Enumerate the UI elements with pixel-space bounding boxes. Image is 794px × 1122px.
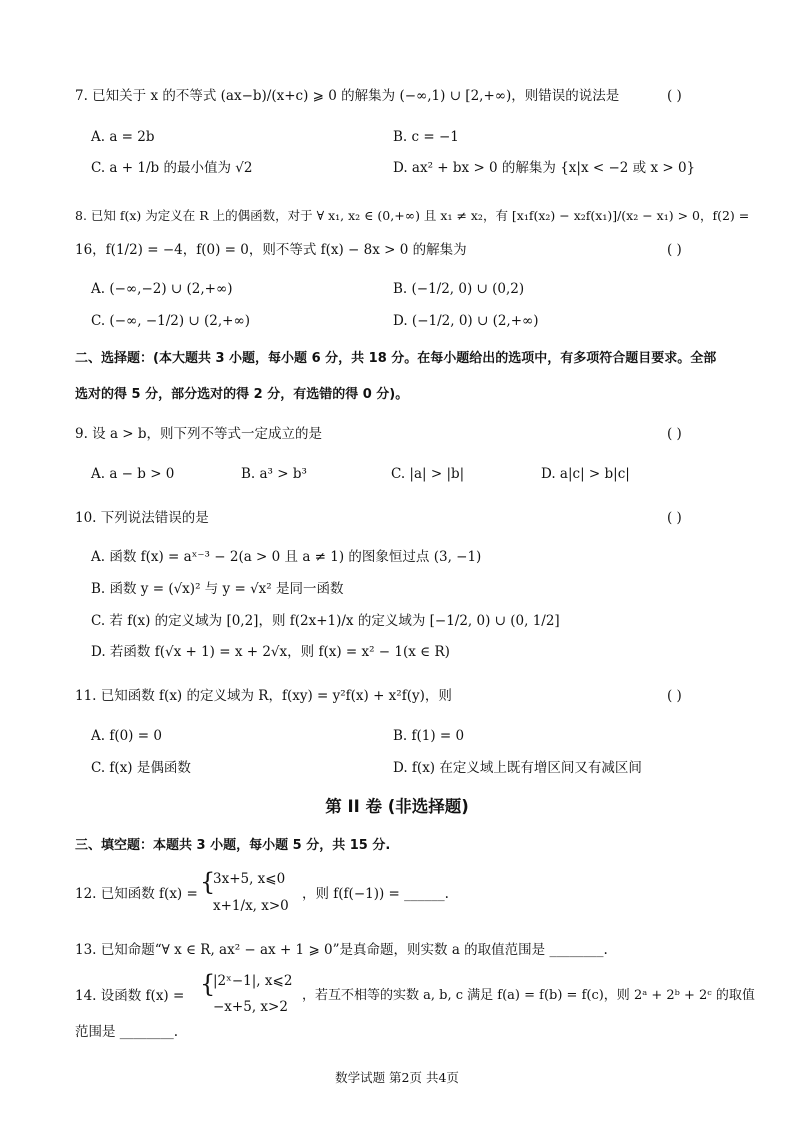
- question-11-stem: 11. 已知函数 f(x) 的定义域为 R，f(xy) = y²f(x) + x²f(y)，则: [75, 688, 452, 704]
- question-7-option-d: D. ax² + bx > 0 的解集为 {x|x < −2 或 x > 0}: [393, 160, 696, 176]
- question-9-stem: 9. 设 a > b，则下列不等式一定成立的是: [75, 426, 323, 442]
- question-14-stem-line2: 范围是 ________.: [75, 1024, 179, 1040]
- question-10-option-b: B. 函数 y = (√x)² 与 y = √x² 是同一函数: [91, 581, 344, 597]
- question-7-option-c: C. a + 1/b 的最小值为 √2: [91, 160, 253, 176]
- question-9-option-c: C. |a| > |b|: [391, 466, 465, 482]
- question-11-option-c: C. f(x) 是偶函数: [91, 760, 191, 776]
- question-8-option-c: C. (−∞, −1/2) ∪ (2,+∞): [91, 313, 251, 329]
- question-11-option-b: B. f(1) = 0: [393, 728, 465, 744]
- question-10-option-c: C. 若 f(x) 的定义域为 [0,2]，则 f(2x+1)/x 的定义域为 [−1/2, 0) ∪ (0, 1/2]: [91, 613, 560, 629]
- question-14-stem: 14. 设函数 f(x) =: [75, 988, 185, 1004]
- question-9-option-b: B. a³ > b³: [241, 466, 307, 482]
- question-9-answer-blank: ( ): [667, 426, 682, 442]
- question-9-option-d: D. a|c| > b|c|: [541, 466, 630, 482]
- question-7-stem: 7. 已知关于 x 的不等式 (ax−b)/(x+c) ⩾ 0 的解集为 (−∞,1) ∪ [2,+∞)，则错误的说法是: [75, 88, 620, 104]
- question-11-option-a: A. f(0) = 0: [91, 728, 162, 744]
- question-11-answer-blank: ( ): [667, 688, 682, 704]
- question-8-option-d: D. (−1/2, 0) ∪ (2,+∞): [393, 313, 539, 329]
- question-10-stem: 10. 下列说法错误的是: [75, 510, 209, 526]
- question-11-option-d: D. f(x) 在定义域上既有增区间又有减区间: [393, 760, 642, 776]
- question-7-answer-blank: ( ): [667, 88, 682, 104]
- question-12-tail: ，则 f(f(−1)) = ______.: [302, 886, 449, 902]
- question-13-stem: 13. 已知命题“∀ x ∈ R, ax² − ax + 1 ⩾ 0”是真命题，则实数 a 的取值范围是 ________.: [75, 942, 608, 958]
- question-10-option-d: D. 若函数 f(√x + 1) = x + 2√x，则 f(x) = x² − 1(x ∈ R): [91, 644, 450, 660]
- section-3-instructions: 三、填空题：本题共 3 小题，每小题 5 分，共 15 分.: [75, 838, 391, 853]
- section-2-instructions-line1: 二、选择题：(本大题共 3 小题，每小题 6 分，共 18 分。在每小题给出的选项中，有多项符合题目要求。全部: [75, 351, 717, 366]
- question-10-answer-blank: ( ): [667, 510, 682, 526]
- question-7-option-b: B. c = −1: [393, 129, 459, 145]
- question-8-stem-line2: 16，f(1/2) = −4，f(0) = 0，则不等式 f(x) − 8x > 0 的解集为: [75, 242, 467, 258]
- page-footer: 数学试题 第2页 共4页: [335, 1070, 459, 1085]
- question-8-answer-blank: ( ): [667, 242, 682, 258]
- question-8-option-a: A. (−∞,−2) ∪ (2,+∞): [91, 281, 233, 297]
- question-12-case-1: 3x+5, x⩽0: [213, 871, 286, 887]
- question-14-case-2: −x+5, x>2: [213, 999, 288, 1015]
- question-7-option-a: A. a = 2b: [91, 129, 155, 145]
- question-12-case-2: x+1/x, x>0: [213, 898, 289, 914]
- question-9-option-a: A. a − b > 0: [91, 466, 175, 482]
- question-10-option-a: A. 函数 f(x) = aˣ⁻³ − 2(a > 0 且 a ≠ 1) 的图象恒过点 (3, −1): [91, 549, 482, 565]
- question-8-option-b: B. (−1/2, 0) ∪ (0,2): [393, 281, 525, 297]
- question-8-stem-line1: 8. 已知 f(x) 为定义在 R 上的偶函数，对于 ∀ x₁, x₂ ∈ (0,+∞) 且 x₁ ≠ x₂，有 [x₁f(x₂) − x₂f(x₁)]/(x₂ − x₁) > 0，f(2) =: [75, 208, 750, 223]
- question-14-brace: {: [200, 970, 216, 998]
- question-14-case-1: |2ˣ−1|, x⩽2: [213, 973, 293, 989]
- question-14-tail: ，若互不相等的实数 a, b, c 满足 f(a) = f(b) = f(c)，则 2ᵃ + 2ᵇ + 2ᶜ 的取值: [302, 988, 755, 1003]
- part-2-title: 第 II 卷 (非选择题): [325, 797, 469, 816]
- question-12-stem: 12. 已知函数 f(x) =: [75, 886, 198, 902]
- section-2-instructions-line2: 选对的得 5 分，部分选对的得 2 分，有选错的得 0 分)。: [75, 387, 409, 402]
- question-12-brace: {: [200, 868, 216, 896]
